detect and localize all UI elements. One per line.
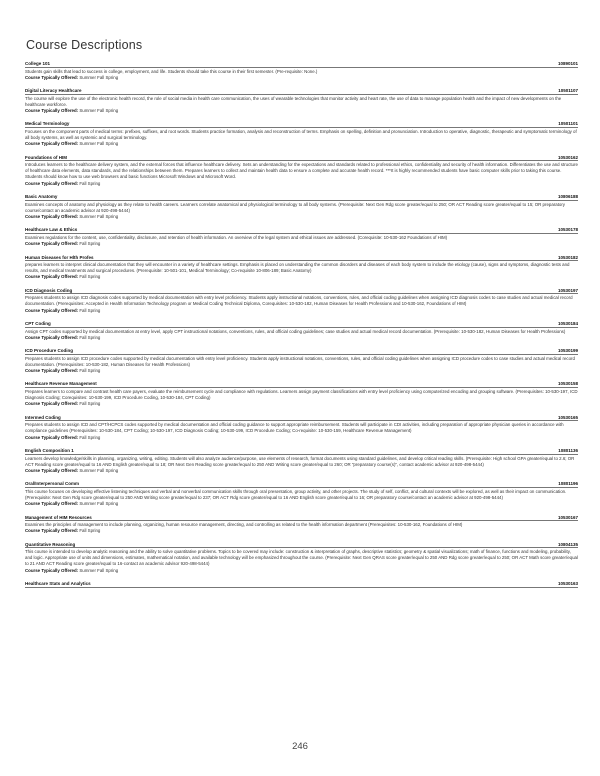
offered-terms: Fall Spring	[79, 274, 101, 280]
offered-label: Course Typically Offered:	[25, 274, 79, 280]
course-list	[25, 61, 578, 588]
course-offered	[25, 108, 578, 114]
course-title: Healthcare Revenue Management	[25, 381, 97, 387]
course-entry	[25, 381, 578, 407]
course-title: Medical Terminology	[25, 121, 70, 127]
course-description: Examines concepts of anatomy and physiology as they relate to health careers. Learners correlate anatomical and physiological terminology to all body systems. (Prerequisite: Next Gen Rdg score greater/equal to 250; OR ACT Reading score greater/equal to 15; OR preparatory course/contact an academic advisor at 920-498-5444)	[25, 201, 566, 213]
offered-label: Course Typically Offered:	[25, 107, 79, 113]
course-description: Prepares students to assign ICD procedure codes supported by medical documentation with entry level proficiency. Students apply instructional notations, conventions, rules, and official coding guidelines when assigning ICD procedure codes to case studies and actual medical record documentation. (Prerequisites: 10-530-182, Human Diseases for Health Professions)	[25, 355, 575, 367]
course-title: Basic Anatomy	[25, 194, 58, 200]
course-offered	[25, 568, 578, 574]
offered-label: Course Typically Offered:	[25, 141, 79, 147]
course-entry	[25, 515, 578, 535]
course-description: Prepares students to assign ICD and CPT/HCPCS codes supported by medical documentation and official coding guidance to support appropriate reimbursement. Students will participate in CDI activities, including preparation of appropriate physician queries in accordance with compliance guidelines (Prerequisites: 10-530-184, CPT Coding; 10-530-197, ICD Diagnosis Coding; 10-530-199, ICD Procedure Coding; Co-requisite: 10-530-159, Healthcare Revenue Management)	[25, 422, 564, 434]
course-title: ICD Diagnosis Coding	[25, 287, 73, 293]
course-header	[25, 481, 578, 488]
course-title: Intermed Coding	[25, 414, 61, 420]
offered-terms: Fall Spring	[79, 241, 101, 247]
course-number: 10530184	[557, 321, 578, 327]
course-number: 10530163	[557, 581, 578, 587]
offered-terms: Summer Fall Spring	[79, 467, 119, 473]
offered-terms: Summer Fall Spring	[79, 141, 119, 147]
course-header	[25, 415, 578, 422]
offered-terms: Fall Spring	[79, 367, 101, 373]
course-offered	[25, 368, 578, 374]
offered-terms: Fall Spring	[79, 180, 101, 186]
course-description: Assign CPT codes supported by medical documentation at entry level, apply CPT instructional notations, conventions, rules, and official coding guidelines; case studies and actual medical record documentation. (Prerequisite: 10-530-182, Human Diseases for Health Professions)	[25, 328, 566, 334]
course-number: 10806188	[557, 194, 578, 200]
course-entry	[25, 481, 578, 507]
course-title: Quantitative Reasoning	[25, 541, 76, 547]
course-title: Foundations of HIM	[25, 154, 67, 160]
course-header	[25, 288, 578, 295]
offered-label: Course Typically Offered:	[25, 334, 79, 340]
course-entry	[25, 255, 578, 281]
course-number: 10530197	[557, 287, 578, 293]
course-description: Prepares students to assign ICD diagnosis codes supported by medical documentation with entry level proficiency. Students apply instructional notations, conventions, rules, and official coding guidelines when assigning ICD diagnosis codes to case studies and actual medical record documentation. (Prerequisites: Accepted in Health Information Technology program or Medical Coding Technical Diploma, Corequisites: 10-530-182, Human Diseases for Health Professions and 10-530-162, Foundations of HIM)	[25, 295, 573, 307]
page-number: 246	[292, 741, 308, 752]
course-entry	[25, 415, 578, 441]
offered-terms: Summer Fall Spring	[79, 567, 119, 573]
course-offered	[25, 335, 578, 341]
course-entry	[25, 194, 578, 220]
course-description: The course will explore the use of the electronic health record, the role of social media in health care communication, the uses of wearable technologies that monitor activity and heart rate, the use of data to manage population health and the impact of new developments on the healthcare workforce.	[25, 95, 562, 107]
offered-terms: Summer Fall Spring	[79, 107, 119, 113]
course-header	[25, 542, 578, 549]
offered-terms: Fall Spring	[79, 401, 101, 407]
course-number: 10530167	[557, 514, 578, 520]
offered-label: Course Typically Offered:	[25, 501, 79, 507]
page-title: Course Descriptions	[26, 38, 143, 52]
course-description: Learners develop knowledge/skills in planning, organizing, writing, editing. Students will also analyze audience/purpose, use elements of research, format documents using standard guidelines, and develop critical reading skills. (Prerequisite: High school GPA greater/equal to 2.6; OR ACT Reading score greater/equal to 16 AND English greater/equal to 18; OR Next Gen Reading score greater/equal to 250 AND Writing score greater/equal to 260; OR "preparatory course(s)", contact academic advisor at 920-498-5444)	[25, 455, 575, 467]
offered-terms: Fall Spring	[79, 528, 101, 534]
course-entry	[25, 581, 578, 588]
course-description: Prepares learners to compare and contrast health care payers, evaluate the reimbursement cycle and compliance with regulations. Learners assign payment classifications with entry level proficiency using computerized encoding and grouping software. (Prerequisites: 10-530-197, ICD Diagnosis Coding; Corequisites: 10-530-199, ICD Procedure Coding, 10-530-184, CPT Coding)	[25, 389, 578, 401]
offered-label: Course Typically Offered:	[25, 467, 79, 473]
course-number: 10890101	[557, 61, 578, 66]
offered-terms: Fall Spring	[79, 434, 101, 440]
course-header	[25, 88, 578, 95]
course-entry	[25, 321, 578, 341]
course-entry	[25, 448, 578, 474]
course-description: prepares learners to interpret clinical documentation that they will encounter in a variety of healthcare settings. Emphasis is placed on understanding the common disorders and diseases of each body system to include the etiology (cause), signs and symptoms, diagnostic tests and results, and medical treatments and surgical procedures. (Prerequisite: 10-501-101, Medical Terminology; Co-requisite 10-806-189; Basic Anatomy)	[25, 262, 570, 274]
offered-label: Course Typically Offered:	[25, 180, 79, 186]
course-title: Human Diseases for Hlth Profes	[25, 254, 94, 260]
course-description: Examines regulations for the content, use, confidentiality, disclosure, and retention of health information. An overview of the legal system and ethical issues are addressed. (Corequisite: 10-530-162 Foundations of HIM)	[25, 234, 448, 240]
course-entry	[25, 61, 578, 81]
course-header	[25, 448, 578, 455]
course-number: 10804135	[557, 541, 578, 547]
course-number: 10501107	[558, 88, 578, 94]
course-title: College 101	[25, 61, 51, 66]
course-header	[25, 61, 578, 68]
course-description: Examines the principles of management to include planning, organizing, human resource management, directing, and controlling as related to the health information department (Prerequisites: 10-530-162, Foundations of HIM)	[25, 522, 463, 528]
course-title: Digital Literacy Healthcare	[25, 88, 82, 94]
course-header	[25, 121, 578, 128]
offered-label: Course Typically Offered:	[25, 434, 79, 440]
offered-label: Course Typically Offered:	[25, 401, 79, 407]
course-number: 10530182	[557, 254, 578, 260]
offered-label: Course Typically Offered:	[25, 307, 79, 313]
course-title: Healthcare Law & Ethics	[25, 227, 78, 233]
offered-terms: Summer Fall Spring	[79, 213, 119, 219]
course-offered	[25, 401, 578, 407]
course-header	[25, 348, 578, 355]
course-title: Healthcare Stats and Analytics	[25, 581, 91, 587]
course-offered	[25, 181, 578, 187]
course-offered	[25, 274, 578, 280]
course-title: Oral/Interpersonal Comm	[25, 481, 80, 487]
course-header	[25, 515, 578, 522]
course-offered	[25, 241, 578, 247]
course-description: This course is intended to develop analytic reasoning and the ability to solve quantitative problems. Topics to be covered may include: construction & interpretation of graphs, descriptive statistics; geometry & spatial visualizations; math of finance, functions and modeling, probability, and logic. Appropriate use of units and dimensions, estimates, mathematical notation, and available technology will be emphasized throughout the course. (Prerequisite: Next Gen QRAS score greater/equal to 250 AND Rdg score greater/equal to 250; OR ACT Math score greater/equal to 21 AND ACT Reading score greater/equal to 16-contact an academic advisor 920-498-5444)	[25, 549, 578, 567]
course-number: 10801136	[558, 448, 578, 453]
offered-terms: Summer Fall Spring	[79, 501, 119, 507]
course-header	[25, 381, 578, 388]
course-offered	[25, 435, 578, 441]
course-header	[25, 321, 578, 328]
course-header	[25, 194, 578, 201]
course-entry	[25, 542, 578, 574]
course-offered	[25, 468, 578, 474]
course-entry	[25, 155, 578, 187]
course-description: Students gain skills that lead to success in college, employment, and life. Students should take this course in their first semester. (Pre-requisite: None.)	[25, 68, 318, 74]
offered-label: Course Typically Offered:	[25, 367, 79, 373]
course-description: Focuses on the component parts of medical terms: prefixes, suffixes, and root words. Students practice formation, analysis and reconstruction of terms. Emphasis on spelling, definition and pronunciation. Introduction to operative, diagnostic, therapeutic and symptomatic terminology of all body systems, as well as systemic and surgical terminology.	[25, 129, 577, 141]
course-number: 10530158	[557, 381, 578, 387]
course-number: 10530178	[557, 227, 578, 233]
course-entry	[25, 121, 578, 147]
course-title: English Composition 1	[25, 448, 74, 453]
course-number: 10530199	[557, 348, 578, 354]
course-number: 10801196	[558, 481, 578, 487]
course-description: Introduces learners to the healthcare delivery system, and the external forces that influence healthcare delivery. Sets an understanding for the expectations and standards related to professional ethics, confidentiality and security of health information. Differentiates the use and structure of healthcare data elements, data standards, and the relationships between them. Prepares learners to collect and maintain health data to ensure a complete and accurate health record. ***It is highly recommended students have basic computer skills prior to taking this course. Students should know how to use web browsers and basic functions Microsoft Windows and Microsoft Word.	[25, 162, 578, 180]
course-entry	[25, 288, 578, 314]
course-header	[25, 155, 578, 162]
course-offered	[25, 308, 578, 314]
offered-label: Course Typically Offered:	[25, 567, 79, 573]
course-descriptions-page	[25, 38, 578, 595]
course-number: 10530162	[557, 154, 578, 160]
course-number: 10501101	[558, 121, 578, 127]
course-number: 10530165	[557, 414, 578, 420]
course-entry	[25, 227, 578, 247]
course-offered	[25, 141, 578, 147]
course-header	[25, 227, 578, 234]
offered-terms: Fall Spring	[79, 307, 101, 313]
course-header	[25, 255, 578, 262]
course-title: ICD Procedure Coding	[25, 348, 74, 354]
course-description: This course focuses on developing effective listening techniques and verbal and nonverbal communication skills through oral presentation, group activity, and other projects. The study of self, conflict, and cultural contexts will be explored, as well as their impact on communication. (Prerequisite: Next Gen Rdg score greater/equal to 250 AND Writing score greater/equal to 237; OR ACT Rdg score greater/equal to 16 AND English score greater/equal to 16; OR preparatory course/contact an academic advisor at 920-498-5444)	[25, 488, 567, 500]
offered-label: Course Typically Offered:	[25, 213, 79, 219]
course-title: Management of HIM Resources	[25, 514, 92, 520]
offered-label: Course Typically Offered:	[25, 241, 79, 247]
course-offered	[25, 75, 578, 81]
course-offered	[25, 501, 578, 507]
course-offered	[25, 528, 578, 534]
offered-label: Course Typically Offered:	[25, 74, 79, 80]
course-entry	[25, 348, 578, 374]
course-entry	[25, 88, 578, 114]
offered-terms: Fall Spring	[79, 334, 101, 340]
course-header	[25, 581, 578, 588]
course-offered	[25, 214, 578, 220]
offered-terms: Summer Fall Spring	[79, 74, 119, 80]
offered-label: Course Typically Offered:	[25, 528, 79, 534]
course-title: CPT Coding	[25, 321, 51, 327]
